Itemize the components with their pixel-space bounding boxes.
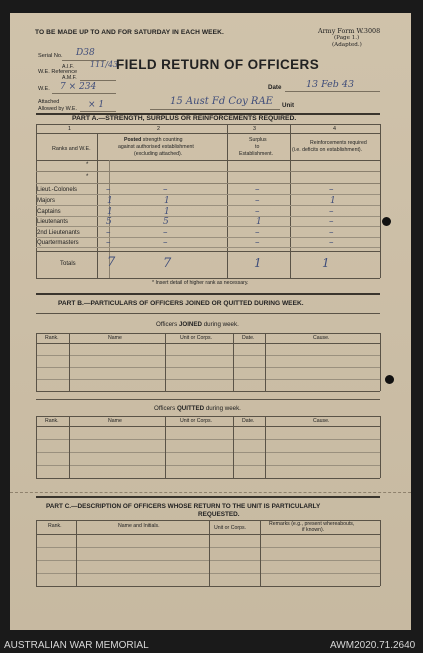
rank-row-2: * — [86, 174, 89, 180]
posted-row-6: 5 — [163, 217, 169, 227]
date-value: 13 Feb 43 — [306, 79, 354, 90]
joined-col-cause: Cause. — [313, 335, 330, 341]
col-head-surplus-line3: Establishment. — [239, 151, 274, 157]
surplus-row-3: – — [255, 185, 260, 195]
col-number-4: 4 — [333, 126, 336, 132]
date-label: Date — [268, 84, 282, 91]
col-head-reinf-line2: (i.e. deficits on establishment). — [292, 147, 363, 153]
form-title: FIELD RETURN OF OFFICERS — [116, 57, 320, 72]
we-label: W.E. — [38, 86, 50, 92]
part-b-title: PART B.—PARTICULARS OF OFFICERS JOINED OR QUITTED DURING WEEK. — [58, 300, 304, 307]
part-a-footnote: * Insert detail of higher rank as necessary. — [152, 280, 249, 286]
partc-col-remarks: Remarks (e.g., present whereabouts, — [269, 521, 355, 527]
quitted-title: Officers QUITTED during week. — [154, 405, 241, 412]
col-number-1: 1 — [68, 126, 71, 132]
col-head-posted-line3: (excluding attached). — [134, 151, 183, 157]
quitted-col-name: Name — [108, 418, 122, 424]
rank-row-4: Majors — [37, 198, 56, 204]
aif-label: A.I.F. — [62, 64, 74, 70]
part-c-title-line2: REQUESTED. — [198, 511, 240, 518]
instruction-text: TO BE MADE UP TO AND FOR SATURDAY IN EACH WEEK. — [35, 29, 224, 36]
footer-accession: AWM2020.71.2640 — [330, 640, 416, 651]
unit-label: Unit — [282, 102, 295, 109]
reinf-row-6: – — [329, 217, 334, 227]
col-head-ranks: Ranks and W.E. — [52, 146, 91, 152]
amf-label: A.M.F. — [62, 75, 77, 81]
unit-value: 15 Aust Fd Coy RAE — [170, 96, 273, 107]
quitted-col-unit: Unit or Corps. — [180, 418, 212, 424]
aif-value: 111/43 — [90, 60, 119, 69]
rank-row-3: Lieut.-Colonels — [37, 187, 78, 193]
joined-col-name: Name — [108, 335, 122, 341]
we-reference-label: W.E. Reference — [38, 69, 78, 75]
we-value: 7 × 234 — [60, 82, 97, 92]
quitted-col-cause: Cause. — [313, 418, 330, 424]
joined-col-date: Date. — [242, 335, 255, 341]
col-number-3: 3 — [253, 126, 256, 132]
we-row-8: – — [106, 238, 111, 248]
serial-value: D38 — [76, 48, 95, 58]
totals-surplus: 1 — [254, 256, 262, 270]
posted-row-5: 1 — [164, 207, 170, 217]
quitted-col-rank: Rank. — [45, 418, 59, 424]
attached-label: Attached — [38, 99, 60, 105]
posted-row-4: 1 — [164, 196, 170, 206]
form-paper — [10, 13, 411, 630]
we-row-5: 1 — [107, 207, 113, 217]
rank-row-8: Quartermasters — [37, 240, 79, 246]
col-head-reinf: Reinforcements required — [310, 140, 367, 146]
surplus-row-4: – — [255, 196, 260, 206]
reinf-row-4: 1 — [330, 196, 336, 206]
fold-line — [10, 492, 411, 493]
joined-col-rank: Rank. — [45, 335, 59, 341]
col-head-posted: Posted strength counting — [124, 137, 183, 143]
quitted-col-date: Date. — [242, 418, 255, 424]
posted-row-8: – — [163, 238, 168, 248]
partc-col-unit: Unit or Corps. — [214, 525, 246, 531]
form-adapted: (Adapted.) — [332, 42, 362, 48]
form-page: (Page 1.) — [334, 35, 360, 41]
we-row-4: 1 — [107, 196, 113, 206]
totals-reinf: 1 — [322, 256, 330, 270]
we-row-7: – — [106, 228, 111, 238]
punch-hole — [382, 217, 391, 226]
we-row-3: – — [106, 185, 111, 195]
surplus-row-5: – — [255, 207, 260, 217]
rank-row-1: * — [86, 162, 89, 168]
punch-hole — [385, 375, 394, 384]
partc-col-name: Name and Initials. — [118, 523, 160, 529]
posted-row-3: – — [163, 185, 168, 195]
serial-label: Serial No. — [38, 53, 63, 59]
partc-col-rank: Rank. — [48, 523, 62, 529]
col-head-posted-line2: against authorised establishment — [118, 144, 194, 150]
reinf-row-8: – — [329, 238, 334, 248]
posted-row-7: – — [163, 228, 168, 238]
col-head-surplus-line2: to — [255, 144, 260, 150]
reinf-row-3: – — [329, 185, 334, 195]
surplus-row-7: – — [255, 228, 260, 238]
footer-credit: AUSTRALIAN WAR MEMORIAL — [4, 640, 149, 651]
reinf-row-5: – — [329, 207, 334, 217]
reinf-row-7: – — [329, 228, 334, 238]
rank-row-7: 2nd Lieutenants — [37, 230, 80, 236]
joined-title: Officers JOINED during week. — [156, 321, 239, 328]
rank-row-6: Lieutenants — [37, 219, 69, 225]
allowed-label: Allowed by W.E. — [38, 106, 77, 112]
col-number-2: 2 — [157, 126, 160, 132]
surplus-row-8: – — [255, 238, 260, 248]
rank-row-5: Captains — [37, 209, 61, 215]
form-number: Army Form W.3008 — [318, 27, 381, 35]
totals-label: Totals — [60, 261, 76, 267]
we-row-6: 5 — [106, 217, 112, 227]
attached-value: × 1 — [88, 100, 105, 110]
partc-col-remarks-line2: if known). — [302, 527, 325, 533]
joined-col-unit: Unit or Corps. — [180, 335, 212, 341]
col-head-surplus: Surplus — [249, 137, 267, 143]
totals-posted: 7 — [163, 256, 172, 271]
surplus-row-6: 1 — [256, 217, 262, 227]
part-c-title: PART C.—DESCRIPTION OF OFFICERS WHOSE RETURN TO THE UNIT IS PARTICULARLY — [46, 503, 321, 510]
totals-we: 7 — [107, 255, 116, 270]
part-a-title: PART A.—STRENGTH, SURPLUS OR REINFORCEMENTS REQUIRED. — [72, 115, 297, 122]
